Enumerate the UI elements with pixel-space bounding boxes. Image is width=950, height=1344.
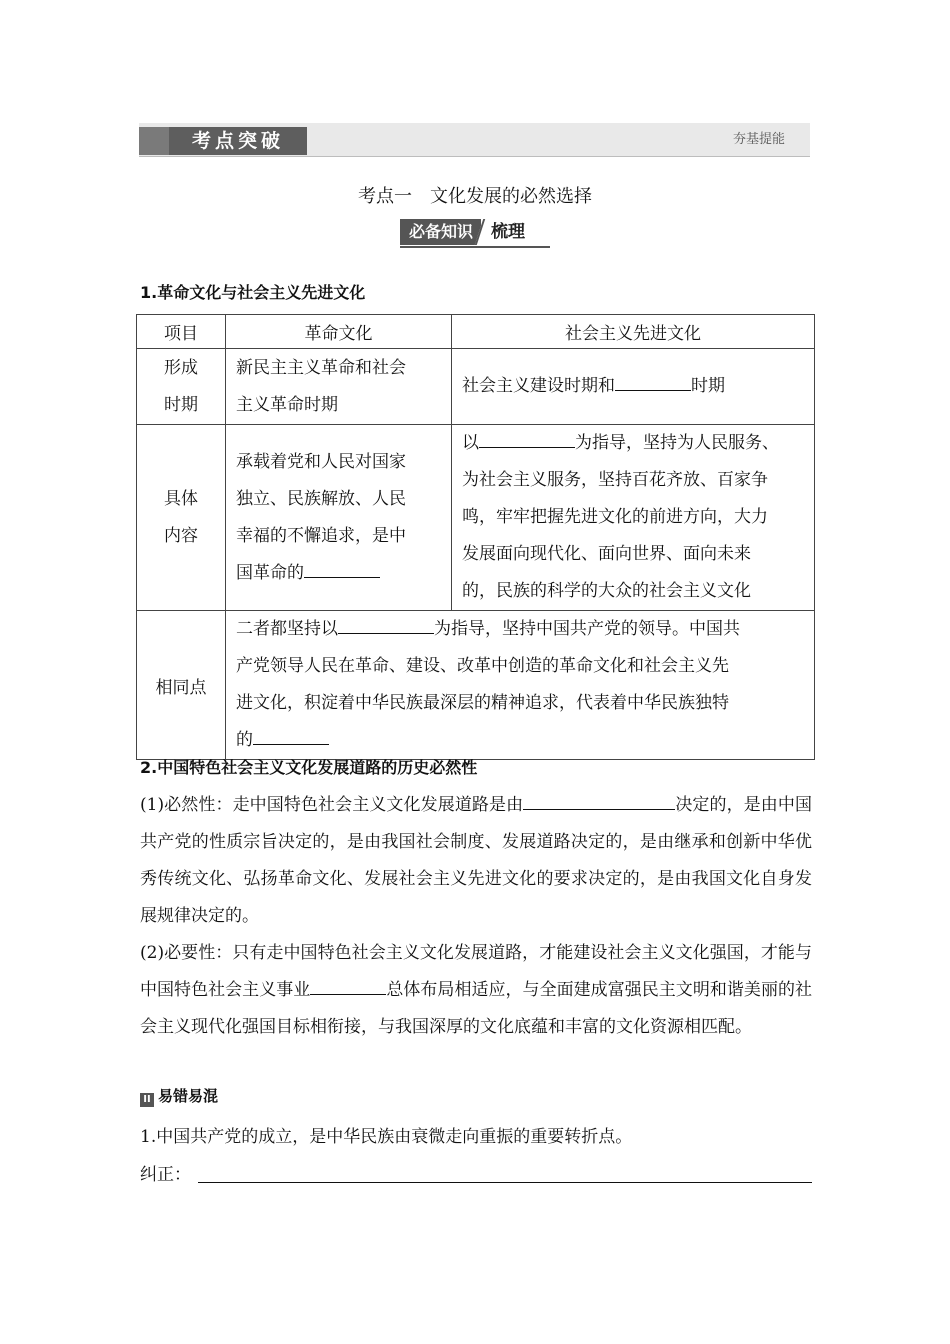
para-text: 是由中国共产党的性质宗旨决定的，是由我国社会制度、发展道路决定的，是由继承和创新中华优秀传统文化、弘扬革命文化、发展社会主义先进文化的要求决定的，是由我国文化自身发展规律决定的。	[140, 795, 812, 926]
error-item-1: 1.中国共产党的成立，是中华民族由衰微走向重振的重要转折点。	[140, 1127, 633, 1147]
errors-heading-text: 易错易混	[158, 1087, 219, 1105]
q2-paragraph-1	[140, 787, 812, 935]
cell-text: 为指导，坚持为人民服务、	[575, 433, 779, 453]
comparison-table	[136, 314, 815, 760]
badge-underline	[400, 246, 550, 248]
table-row-period	[137, 349, 815, 425]
cell-line: 幸福的不懈追求，是中	[236, 525, 406, 546]
correction-answer-line[interactable]	[198, 1182, 812, 1183]
cell-line: 为社会主义服务，坚持百花齐放、百家争	[462, 470, 768, 490]
cell-line: 鸣，牢牢把握先进文化的前进方向，大力	[462, 507, 768, 527]
cell-text: 二者都坚持以	[236, 619, 338, 639]
header-tab: 考点突破	[169, 127, 307, 155]
row-label-period	[137, 349, 226, 425]
header-cell-item: 项目	[137, 315, 226, 349]
para-text: 总体布局相适应，与全面建成富强民主文明和谐美丽的社会主义现代化强国目标相衔接，与我国深厚的文化底蕴和丰富的文化资源相匹配。	[140, 980, 813, 1037]
cell-line: 的，民族的科学的大众的社会主义文化	[462, 581, 751, 601]
row-label-line: 具体	[164, 488, 198, 509]
cell-line: 进文化，积淀着中华民族最深层的精神追求，代表着中华民族独特	[236, 693, 729, 713]
badge-dark-label: 必备知识	[400, 219, 481, 245]
fill-blank[interactable]	[338, 615, 434, 634]
header-divider	[139, 156, 810, 157]
errors-heading	[140, 1085, 218, 1107]
row-label-content	[137, 425, 226, 611]
para-text: (1)必然性：走中国特色社会主义文化发展道路是由	[140, 795, 524, 815]
cell-text: 的	[236, 730, 253, 750]
errors-icon: II	[140, 1093, 154, 1107]
cell-soc-content	[452, 425, 815, 611]
correction-label: 纠正：	[140, 1165, 191, 1185]
cell-text: 国革命的	[236, 562, 304, 583]
cell-text: 社会主义建设时期和	[462, 376, 615, 396]
cell-line: 新民主主义革命和社会	[236, 357, 406, 378]
fill-blank[interactable]	[304, 559, 380, 578]
cell-line: 独立、民族解放、人民	[236, 488, 406, 509]
fill-blank[interactable]	[523, 791, 675, 810]
table-row-content	[137, 425, 815, 611]
header-accent-block	[139, 127, 169, 155]
cell-rev-period	[226, 349, 452, 425]
cell-text: 为指导，坚持中国共产党的领导。中国共	[434, 619, 740, 639]
cell-soc-period	[452, 349, 815, 425]
q2-heading: 2.中国特色社会主义文化发展道路的历史必然性	[140, 758, 478, 777]
fill-blank[interactable]	[253, 726, 329, 745]
table-row-common	[137, 611, 815, 760]
badge-light-label: 梳理	[491, 222, 526, 242]
cell-line: 产党领导人民在革命、建设、改革中创造的革命文化和社会主义先	[236, 656, 729, 676]
fill-blank[interactable]	[479, 429, 575, 448]
fill-blank[interactable]	[615, 372, 691, 391]
para-text: (2)必要性：只有走中国特色社会主义文化发展道路，才能建设社会主义文化强国，才能与中国特色社会主义事业	[140, 943, 812, 1000]
cell-rev-content	[226, 425, 452, 611]
para-text: 决定的，	[675, 795, 744, 815]
cell-line: 发展面向现代化、面向世界、面向未来	[462, 544, 751, 564]
fill-blank[interactable]	[310, 976, 386, 995]
cell-common	[226, 611, 815, 760]
q1-heading: 1.革命文化与社会主义先进文化	[140, 283, 366, 302]
q2-paragraph-2	[140, 935, 812, 1046]
section-title: 考点一 文化发展的必然选择	[358, 186, 592, 207]
knowledge-badge	[400, 219, 525, 247]
table-header-row	[137, 315, 815, 349]
cell-text: 时期	[691, 376, 725, 396]
row-label-line: 内容	[164, 525, 198, 546]
row-label-line: 形成	[164, 357, 198, 378]
header-cell-revolutionary: 革命文化	[226, 315, 452, 349]
cell-line: 承载着党和人民对国家	[236, 451, 406, 472]
row-label-line: 时期	[164, 394, 198, 415]
row-label-common: 相同点	[137, 611, 226, 760]
header-right-label: 夯基提能	[732, 132, 785, 147]
cell-line: 主义革命时期	[236, 394, 338, 415]
cell-text: 以	[462, 433, 479, 453]
header-cell-socialist: 社会主义先进文化	[452, 315, 815, 349]
